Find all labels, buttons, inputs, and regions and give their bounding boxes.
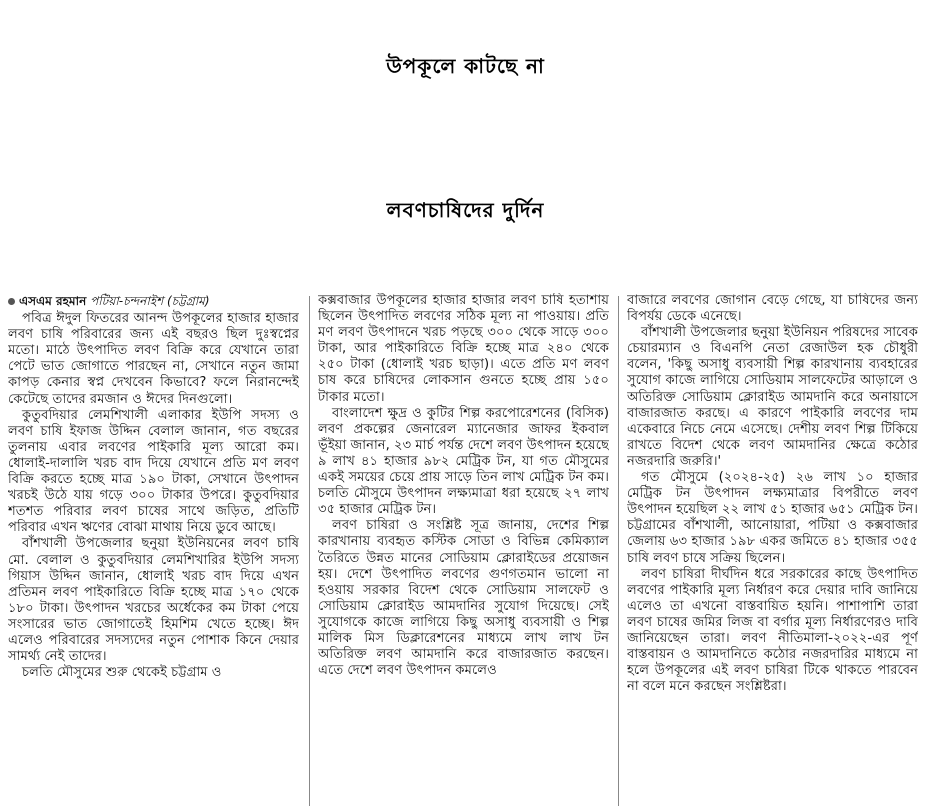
- article-column-1: [8, 293, 299, 809]
- paragraph: লবণ চাষিরা ও সংশ্লিষ্ট সূত্র জানায়, দেশের শিল্প কারখানায় ব্যবহৃত কস্টিক সোডা ও বিভিন্ন কেমিক্যাল তৈরিতে উন্নত মানের সোডিয়াম ক্লোরাইডের প্রয়োজন হয়। দেশে উৎপাদিত লবণের গুণগতমান ভালো না হওয়ায় সরকার বিদেশ থেকে সোডিয়াম সালফেট ও সোডিয়াম ক্লোরাইড আমদানির সুযোগ দিয়েছে। সেই সুযোগকে কাজে লাগিয়ে কিছু অসাধু ব্যবসায়ী ও শিল্প মালিক মিস ডিক্লারেশনের মাধ্যমে লাখ লাখ টন অতিরিক্ত লবণ আমদানি করে বাজারজাত করছেন। এতে দেশে লবণ উৎপাদন কমলেও: [318, 518, 609, 679]
- column-divider: [309, 296, 310, 806]
- byline: [8, 293, 299, 309]
- paragraph: বাজারে লবণের জোগান বেড়ে গেছে, যা চাষিদের জন্য বিপর্যয় ডেকে এনেছে।: [627, 293, 918, 325]
- article-column-3: [627, 293, 918, 809]
- paragraph: পবিত্র ঈদুল ফিতরের আনন্দ উপকূলের হাজার হাজার লবণ চাষি পরিবারের জন্য এই বছরও ছিল দুঃস্বপ্নের মতো। মাঠে উৎপাদিত লবণ বিক্রি করে যেখানে তারা পেটে ভাত জোগাতে পারছেন না, সেখানে নতুন জামা কাপড় কেনার স্বপ্ন দেখবেন কিভাবে? ফলে নিরানন্দেই কেটেছে তাদের রমজান ও ঈদের দিনগুলো।: [8, 311, 299, 407]
- byline-location: পটিয়া-চন্দনাইশ (চট্টগ্রাম): [90, 294, 210, 308]
- paragraph: বাঁশখালী উপজেলার ছনুয়া ইউনিয়ন পরিষদের সাবেক চেয়ারম্যান ও বিএনপি নেতা রেজাউল হক চৌধুরী বলেন, 'কিছু অসাধু ব্যবসায়ী শিল্প কারখানায় ব্যবহারের সুযোগ কাজে লাগিয়ে সোডিয়াম সালফেটের আড়ালে ও অতিরিক্ত সোডিয়াম ক্লোরাইড আমদানি করে অনায়াসে বাজারজাত করছে। এ কারণে পাইকারি লবণের দাম একেবারে নিচে নেমে এসেছে। দেশীয় লবণ শিল্প টিকিয়ে রাখতে বিদেশ থেকে লবণ আমদানির ক্ষেত্রে কঠোর নজরদারি জরুরি।': [627, 325, 918, 469]
- headline-line-2: লবণচাষিদের দুর্দিন: [386, 198, 545, 222]
- paragraph: লবণ চাষিরা দীর্ঘদিন ধরে সরকারের কাছে উৎপাদিত লবণের পাইকারি মূল্য নির্ধারণ করে দেয়ার দাবি জানিয়ে এলেও তা এখনো বাস্তবায়িত হয়নি। পাশাপাশি তারা লবণ চাষের জমির লিজ বা বর্গার মূল্য নির্ধারণেরও দাবি জানিয়েছেন তারা। লবণ নীতিমালা-২০২২-এর পূর্ণ বাস্তবায়ন ও আমদানিতে কঠোর নজরদারির মাধ্যমে না হলে উপকূলের এই লবণ চাষিরা টিকে থাকতে পারবেন না বলে মনে করছেন সংশ্লিষ্টরা।: [627, 566, 918, 695]
- paragraph: বাঁশখালী উপজেলার ছনুয়া ইউনিয়নের লবণ চাষি মো. বেলাল ও কুতুবদিয়ার লেমশিখারির ইউপি সদস্য গিয়াস উদ্দিন জানান, ধোলাই খরচ বাদ দিয়ে এখন প্রতিমন লবণ পাইকারিতে বিক্রি হচ্ছে মাত্র ১৭০ থেকে ১৮০ টাকা। উৎপাদন খরচের অর্ধেকের কম টাকা পেয়ে সংসারের ভাত জোগাতেই হিমশিম খেতে হচ্ছে। ঈদ এলেও পরিবারের সদস্যদের নতুন পোশাক কিনে দেয়ার সামর্থ্য নেই তাদের।: [8, 536, 299, 665]
- paragraph: চলতি মৌসুমের শুরু থেকেই চট্টগ্রাম ও: [22, 665, 222, 681]
- article-column-2: [318, 293, 609, 809]
- byline-author: এসএম রহমান: [19, 294, 87, 308]
- paragraph: কুতুবদিয়ার লেমশিখালী এলাকার ইউপি সদস্য ও লবণ চাষি ইফাজ উদ্দিন বেলাল জানান, গত বছরের তুলনায় এবার লবণের পাইকারি মূল্য আরো কম। ধোলাই-দালালি খরচ বাদ দিয়ে যেখানে প্রতি মণ লবণ বিক্রি করতে হচ্ছে মাত্র ১৯০ টাকা, সেখানে উৎপাদন খরচই উঠে যায় গড়ে ৩০০ টাকার উপরে। কুতুবদিয়ার শতশত পরিবার লবণ চাষের সাথে জড়িত, প্রতিটি পরিবার এখন ঋণের বোঝা মাথায় নিয়ে ডুবে আছে।: [8, 407, 299, 536]
- paragraph: বাংলাদেশ ক্ষুদ্র ও কুটির শিল্প করপোরেশনের (বিসিক) লবণ প্রকল্পের জেনারেল ম্যানেজার জাফর ইকবাল ভূঁইয়া জানান, ২৩ মার্চ পর্যন্ত দেশে লবণ উৎপাদন হয়েছে ৯ লাখ ৪১ হাজার ৯৮২ মেট্রিক টন, যা গত মৌসুমের একই সময়ের চেয়ে প্রায় সাড়ে তিন লাখ মেট্রিক টন কম। চলতি মৌসুমে উৎপাদন লক্ষ্যমাত্রা ধরা হয়েছে ২৭ লাখ ৩৫ হাজার মেট্রিক টন।: [318, 405, 609, 518]
- column-divider: [618, 296, 619, 806]
- headline-line-1: উপকূলে কাটছে না: [386, 54, 545, 78]
- bullet-icon: [8, 298, 15, 305]
- paragraph: কক্সবাজার উপকূলের হাজার হাজার লবণ চাষি হতাশায় ছিলেন উৎপাদিত লবণের সঠিক মূল্য না পাওয়ায়। প্রতি মণ লবণ উৎপাদনে খরচ পড়ছে ৩০০ থেকে সাড়ে ৩০০ টাকা, আর পাইকারিতে বিক্রি হচ্ছে মাত্র ২৪০ থেকে ২৫০ টাকা (ধোলাই খরচ ছাড়া)। এতে প্রতি মণ লবণ চাষ করে চাষিদের লোকসান গুনতে হচ্ছে প্রায় ১৫০ টাকার মতো।: [318, 293, 609, 405]
- paragraph: গত মৌসুমে (২০২৪-২৫) ২৬ লাখ ১০ হাজার মেট্রিক টন উৎপাদন লক্ষ্যমাত্রার বিপরীতে লবণ উৎপাদন হয়েছিল ২২ লাখ ৫১ হাজার ৬৫১ মেট্রিক টন। চট্টগ্রামের বাঁশখালী, আনোয়ারা, পটিয়া ও কক্সবাজার জেলায় ৬৩ হাজার ১৯৮ একর জমিতে ৪১ হাজার ৩৫৫ চাষি লবণ চাষে সক্রিয় ছিলেন।: [627, 470, 918, 566]
